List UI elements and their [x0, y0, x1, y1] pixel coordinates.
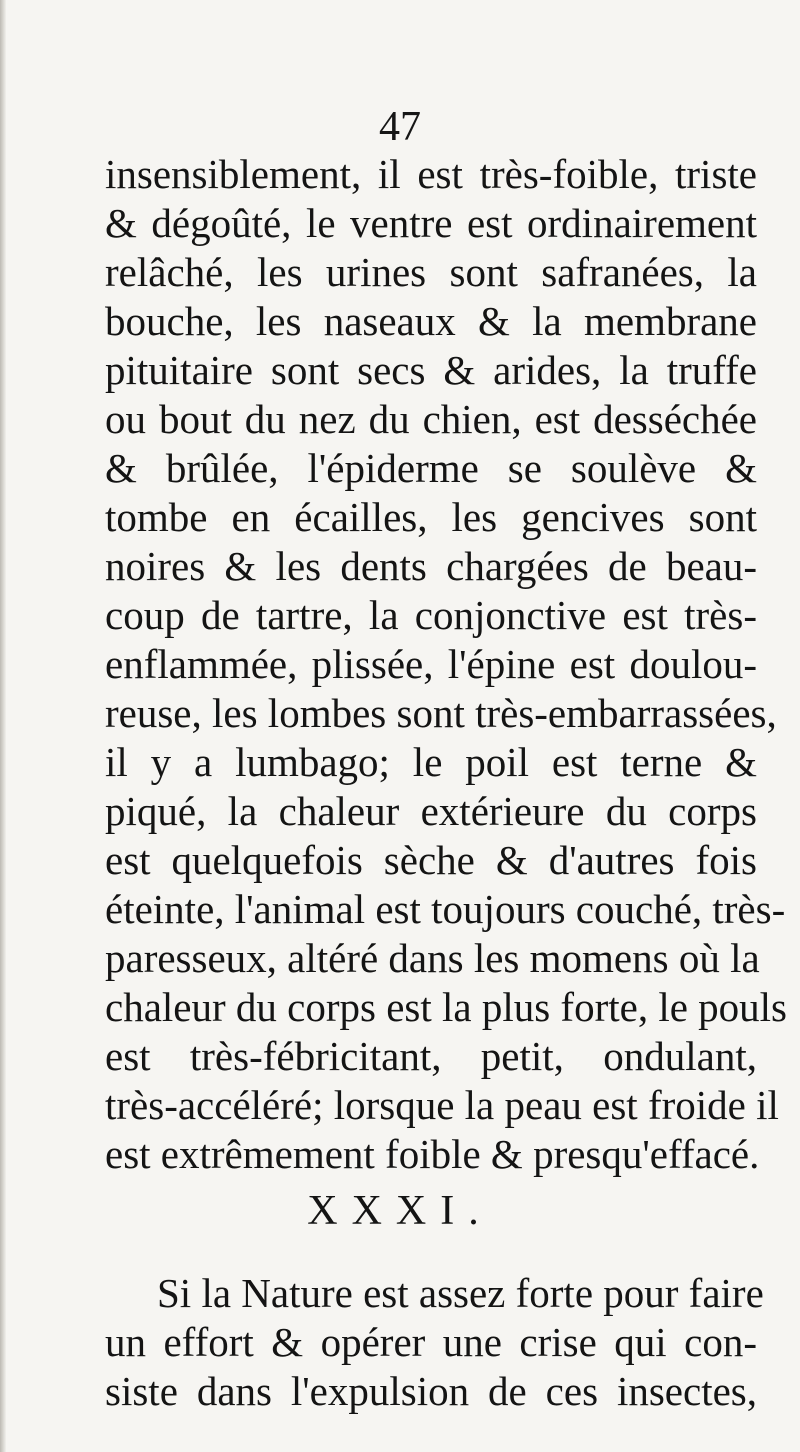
text-line: ou bout du nez du chien, est desséchée	[105, 396, 757, 442]
text-line: coup de tartre, la conjonctive est très-	[105, 592, 757, 638]
text-line: piqué, la chaleur extérieure du corps	[105, 788, 757, 834]
page-number: 47	[379, 104, 421, 150]
text-line: reuse, les lombes sont très-embarrassées,	[105, 690, 777, 736]
paragraph-2	[105, 1269, 764, 1416]
section-heading: XXXI.	[307, 1188, 493, 1234]
paragraph-1	[105, 150, 788, 1179]
text-line: pituitaire sont secs & arides, la truffe	[105, 347, 757, 393]
text-line: siste dans l'expulsion de ces insectes,	[105, 1368, 757, 1414]
text-line: il y a lumbago; le poil est terne &	[105, 739, 757, 785]
text-line: est très-fébricitant, petit, ondulant,	[105, 1033, 757, 1079]
text-line: est extrêmement foible & presqu'effacé.	[105, 1131, 760, 1177]
text-line: chaleur du corps est la plus forte, le pouls	[105, 984, 788, 1030]
text-line: un effort & opérer une crise qui con-	[105, 1319, 757, 1365]
text-line: éteinte, l'animal est toujours couché, très-	[105, 886, 786, 932]
text-line: enflammée, plissée, l'épine est doulou-	[105, 641, 757, 687]
text-line: très-accéléré; lorsque la peau est froide il	[105, 1082, 779, 1128]
text-line: est quelquefois sèche & d'autres fois	[105, 837, 757, 883]
text-line: bouche, les naseaux & la membrane	[105, 298, 757, 344]
text-line: & dégoûté, le ventre est ordinairement	[105, 200, 757, 246]
text-line: noires & les dents chargées de beau-	[105, 543, 757, 589]
text-line: Si la Nature est assez forte pour faire	[157, 1270, 764, 1316]
text-line: paresseux, altéré dans les momens où la	[105, 935, 760, 981]
text-line: tombe en écailles, les gencives sont	[105, 494, 757, 540]
text-line: insensiblement, il est très-foible, triste	[105, 151, 757, 197]
text-line: & brûlée, l'épiderme se soulève &	[105, 445, 757, 491]
text-line: relâché, les urines sont safranées, la	[105, 249, 757, 295]
